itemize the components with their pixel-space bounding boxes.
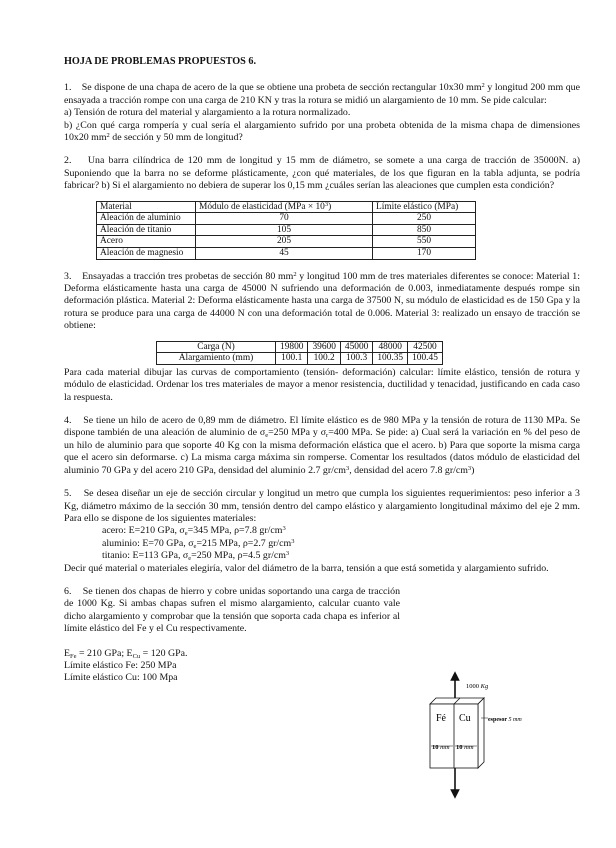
table-row: Carga (N) 19800 39600 45000 48000 42500 <box>157 341 443 353</box>
problem-1-part-b: b) ¿Con qué carga rompería y cual sería el alargamiento sufrido por una probeta obtenida de la misma chapa de dimensiones 10x20 $mm^2$ de sección y 50 mm de longitud? <box>64 119 580 144</box>
materials-table <box>96 201 476 260</box>
problem-5-questions: Decir qué material o materiales elegiría, valor del diámetro de la barra, tensión a que está sometida y alargamiento sufrido. <box>64 562 549 574</box>
width-label-fe: 10 mm <box>432 744 450 751</box>
problem-6-moduli: $E_{Fe} = 210$ GPa; $E_{Cu} = 120$ GPa. <box>64 647 188 660</box>
plates-figure <box>402 670 572 800</box>
problem-6-limit-cu: Límite elástico Cu: 100 Mpa <box>64 672 178 684</box>
table-header-row: Material Módulo de elasticidad $(MPa \times 10^3)$ Límite elástico (MPa) <box>97 201 476 213</box>
tensile-test-table <box>156 341 443 365</box>
material-titanium: titanio: E=113 GPa, $\sigma_e=250$ MPa, ρ=4.5 $gr/cm^3$ <box>102 550 290 563</box>
problem-2-statement: 2. Una barra cilíndrica de 120 mm de longitud y 15 mm de diámetro, se somete a una carga de tracción de 35000N. a) Suponiendo que la barra no se deforme plásticamente, ¿con qué materiales, de los que figuran en la tabla adjunta, se podría fabricar? b) Si el alargamiento no debiera de superar los 0,15 mm ¿cuáles serían las aleaciones que cumplen esta condición? <box>64 155 580 192</box>
problem-6-limit-fe: Límite elástico Fe: 250 MPa <box>64 659 177 671</box>
problem-1 <box>64 82 580 144</box>
plates-block <box>430 698 484 768</box>
problem-3 <box>64 271 580 404</box>
material-aluminium: aluminio: E=70 GPa, $\sigma_e=215$ MPa, ρ=2.7 $gr/cm^3$ <box>102 537 295 550</box>
table-row: Aleación de magnesio 45 170 <box>97 248 476 260</box>
table-row: Aleación de aluminio 70 250 <box>97 213 476 225</box>
table-row: Acero 205 550 <box>97 236 476 248</box>
problem-4 <box>64 415 580 477</box>
sheet-title: HOJA DE PROBLEMAS PROPUESTOS 6. <box>64 56 256 67</box>
material-steel: acero: E=210 GPa, $\sigma_e=345$ MPa, ρ=7.8 $gr/cm^3$ <box>102 525 286 538</box>
problem-5-statement: 5. Se desea diseñar un eje de sección circular y longitud un metro que cumpla los siguientes requerimientos: peso inferior a 3 Kg, diámetro máximo de la sección 30 mm, tensión dentro del campo elástico y alargamiento longitudinal máximo del eje 2 mm. Para ello se dispone de los siguientes materiales: <box>64 488 580 524</box>
problem-3-statement: 3. Ensayadas a tracción tres probetas de sección 80 $mm^2$ y longitud 100 mm de tres materiales diferentes se conoce: Material 1: Deforma elásticamente hasta una carga de 45000 N sufriendo una deformación de 0.003, inmediatamente después rompe sin deformación plástica. Material 2: Deforma elásticamente hasta una carga de 37500 N, su módulo de elasticidad es de 150 Gpa y la rotura se produce para una carga de 44000 N con una deformación total de 0.006. Material 3: realizado un ensayo de tracción se obtiene: <box>64 270 580 332</box>
problem-1-statement: 1. Se dispone de una chapa de acero de la que se obtiene una probeta de sección rectangular 10x30 $mm^2$ y longitud 200 mm que ensayada a tracción rompe con una carga de 210 KN y tras la rotura se midió un alargamiento de 10 mm. Se pide calcular: <box>64 82 580 106</box>
width-label-cu: 10 mm <box>456 744 474 751</box>
table-row: Alargamiento (mm) 100.1 100.2 100.3 100.35 100.45 <box>157 353 443 365</box>
problem-2 <box>64 155 580 259</box>
problem-1-part-a: a) Tensión de rotura del material y alargamiento a la rotura normalizado. <box>64 107 351 119</box>
problem-6 <box>64 586 400 685</box>
problem-6-statement: 6. Se tienen dos chapas de hierro y cobre unidas soportando una carga de tracción de 1000 Kg. Si ambas chapas sufren el mismo alargamiento, calcular cuanto vale dicho alargamiento y comprobar que la tensión que soporta cada chapa es inferior al límite elástico del Fe y el Cu respectivamente. <box>64 585 401 635</box>
problem-sheet <box>64 56 580 696</box>
fe-label: Fé <box>436 713 446 724</box>
table-row: Aleación de titanio 105 850 <box>97 224 476 236</box>
cu-label: Cu <box>459 713 471 724</box>
problem-5 <box>64 488 580 575</box>
problem-3-questions: Para cada material dibujar las curvas de comportamiento (tensión- deformación) calcular: límite elástico, tensión de rotura y módulo de elasticidad. Ordenar los tres materiales de mayor a menor resistencia, ductilidad y tenacidad, justificando en cada caso la respuesta. <box>64 366 580 403</box>
thickness-label: espesor 5 mm <box>488 717 522 723</box>
load-label: 1000 Kg <box>466 683 489 690</box>
problem-4-statement: 4. Se tiene un hilo de acero de 0,89 mm de diámetro. El límite elástico es de 980 MPa y la tensión de rotura de 1130 MPa. Se dispone también de una aleación de aluminio de $\sigma_e=250$ MPa y $\sigma_r=400$ MPa. Se pide: a) Cual será la variación en % del peso de un hilo de aluminio para que soporte 40 Kg con la misma deformación elástica que el acero. b) Para que soporte la misma carga que el acero sin deformarse. c) La misma carga máxima sin romperse. Comentar los resultados (datos módulo de elasticidad del aluminio 70 GPa y del acero 210 GPa, densidad del aluminio 2.7 $gr/cm^3$, densidad del acero 7.8 $gr/cm^3$) <box>64 415 581 476</box>
